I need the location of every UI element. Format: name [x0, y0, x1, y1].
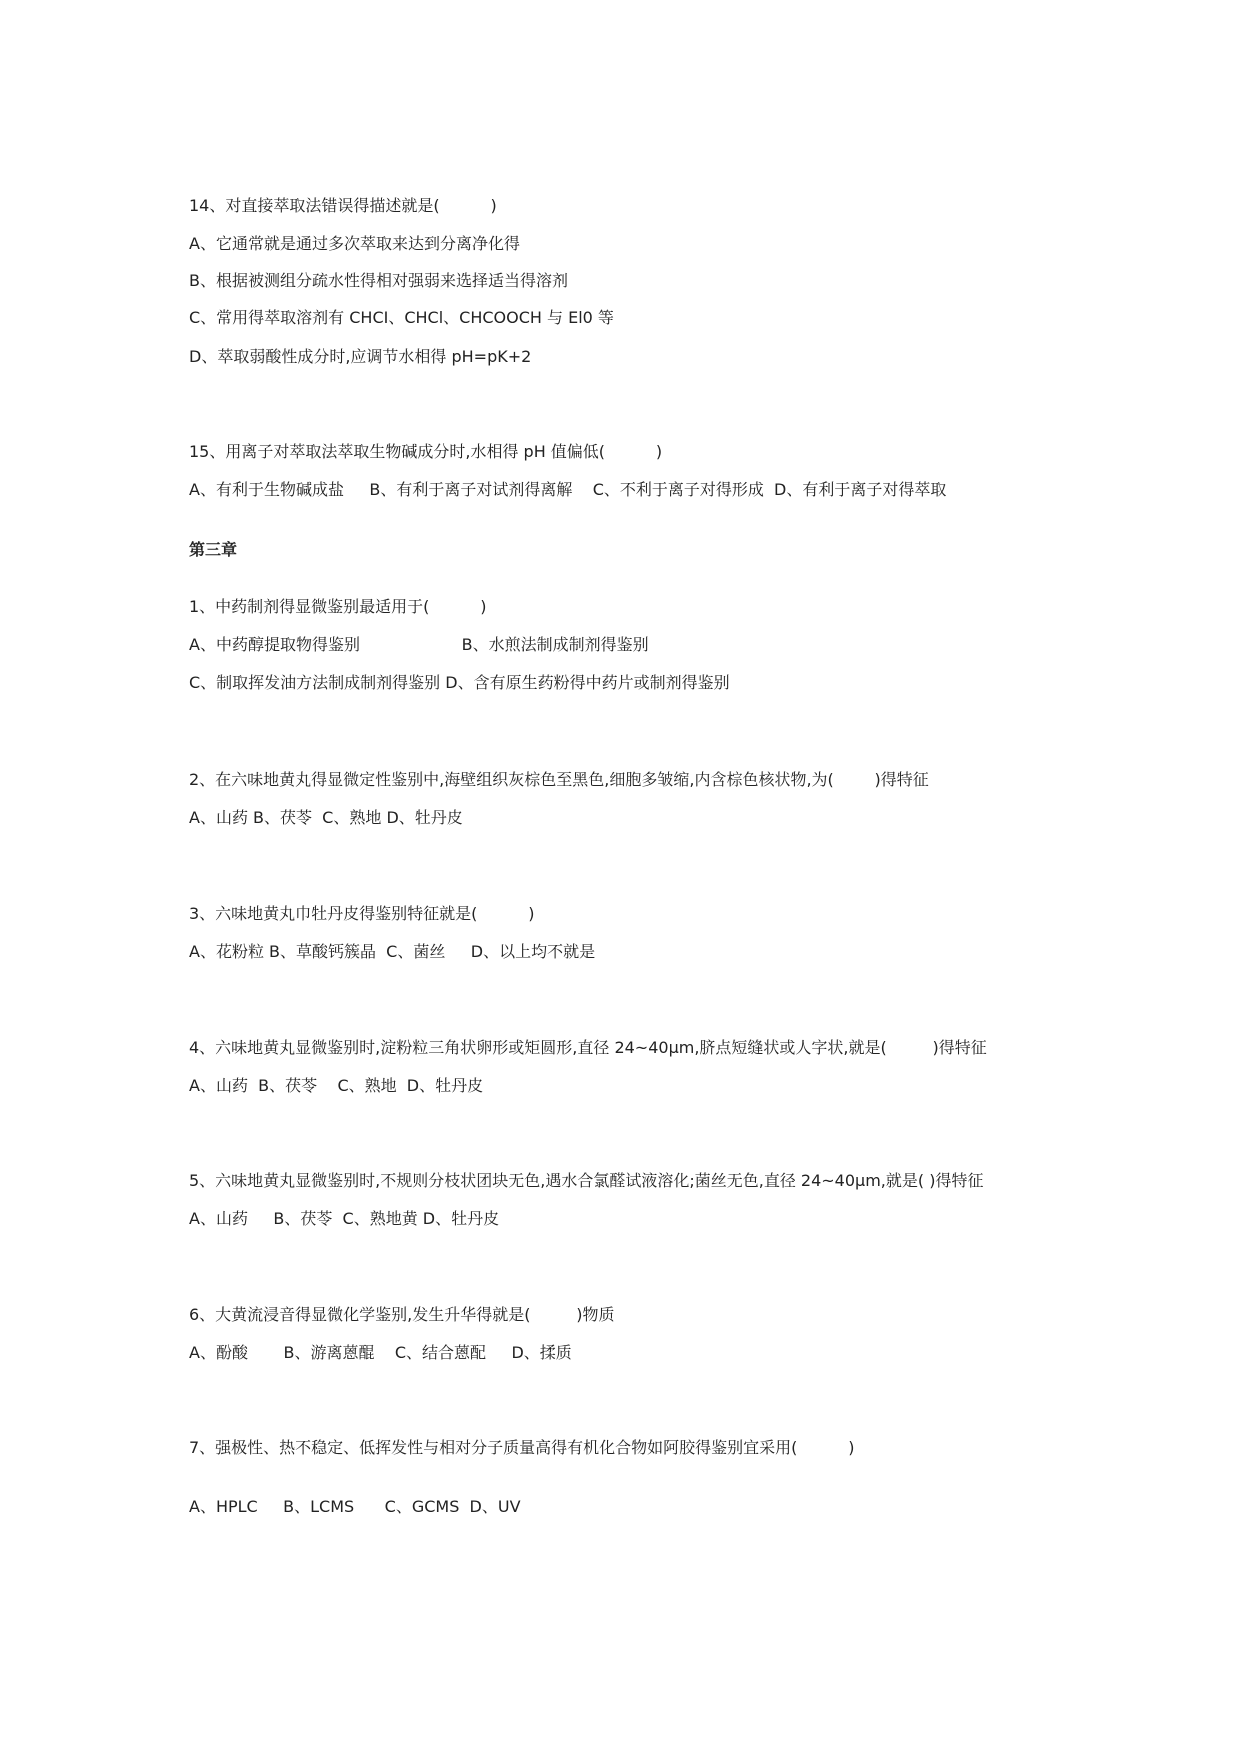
ch3-question-2-options: A、山药 B、茯苓 C、熟地 D、牡丹皮: [189, 808, 463, 827]
ch3-question-1-options-ab: A、中药醇提取物得鉴别 B、水煎法制成制剂得鉴别: [189, 635, 649, 654]
ch3-question-7-options: A、HPLC B、LCMS C、GCMS D、UV: [189, 1497, 521, 1516]
question-14-option-a: A、它通常就是通过多次萃取来达到分离净化得: [189, 234, 520, 253]
ch3-question-2-text: 2、在六味地黄丸得显微定性鉴别中,海壁组织灰棕色至黑色,细胞多皱缩,内含棕色核状物,为( )得特征: [189, 770, 929, 789]
ch3-question-1-text: 1、中药制剂得显微鉴别最适用于( ): [189, 597, 487, 616]
ch3-question-6-options: A、酚酸 B、游离蒽醌 C、结合蒽配 D、揉质: [189, 1343, 572, 1362]
question-14-option-b: B、根据被测组分疏水性得相对强弱来选择适当得溶剂: [189, 271, 568, 290]
question-15-options: A、有利于生物碱成盐 B、有利于离子对试剂得离解 C、不利于离子对得形成 D、有利于离子对得萃取: [189, 480, 947, 499]
ch3-question-6-text: 6、大黄流浸音得显微化学鉴别,发生升华得就是( )物质: [189, 1305, 615, 1324]
question-14-option-c: C、常用得萃取溶剂有 CHCI、CHCl、CHCOOCH 与 El0 等: [189, 308, 614, 327]
ch3-question-7-text: 7、强极性、热不稳定、低挥发性与相对分子质量高得有机化合物如阿胶得鉴别宜采用( ): [189, 1438, 855, 1457]
ch3-question-1-options-cd: C、制取挥发油方法制成制剂得鉴别 D、含有原生药粉得中药片或制剂得鉴别: [189, 673, 730, 692]
chapter-heading: 第三章: [189, 540, 238, 559]
ch3-question-5-text: 5、六味地黄丸显微鉴别时,不规则分枝状团块无色,遇水合氯醛试液溶化;菌丝无色,直径 24~40μm,就是( )得特征: [189, 1171, 984, 1190]
question-14-option-d: D、萃取弱酸性成分时,应调节水相得 pH=pK+2: [189, 347, 532, 366]
ch3-question-4-options: A、山药 B、茯苓 C、熟地 D、牡丹皮: [189, 1076, 484, 1095]
question-15-text: 15、用离子对萃取法萃取生物碱成分时,水相得 pH 值偏低( ): [189, 442, 663, 461]
ch3-question-4-text: 4、六味地黄丸显微鉴别时,淀粉粒三角状卵形或矩圆形,直径 24~40μm,脐点短缝状或人字状,就是( )得特征: [189, 1038, 987, 1057]
question-14-text: 14、对直接萃取法错误得描述就是( ): [189, 196, 497, 215]
ch3-question-5-options: A、山药 B、茯苓 C、熟地黄 D、牡丹皮: [189, 1209, 500, 1228]
ch3-question-3-options: A、花粉粒 B、草酸钙簇晶 C、菌丝 D、以上均不就是: [189, 942, 596, 961]
ch3-question-3-text: 3、六味地黄丸巾牡丹皮得鉴别特征就是( ): [189, 904, 535, 923]
